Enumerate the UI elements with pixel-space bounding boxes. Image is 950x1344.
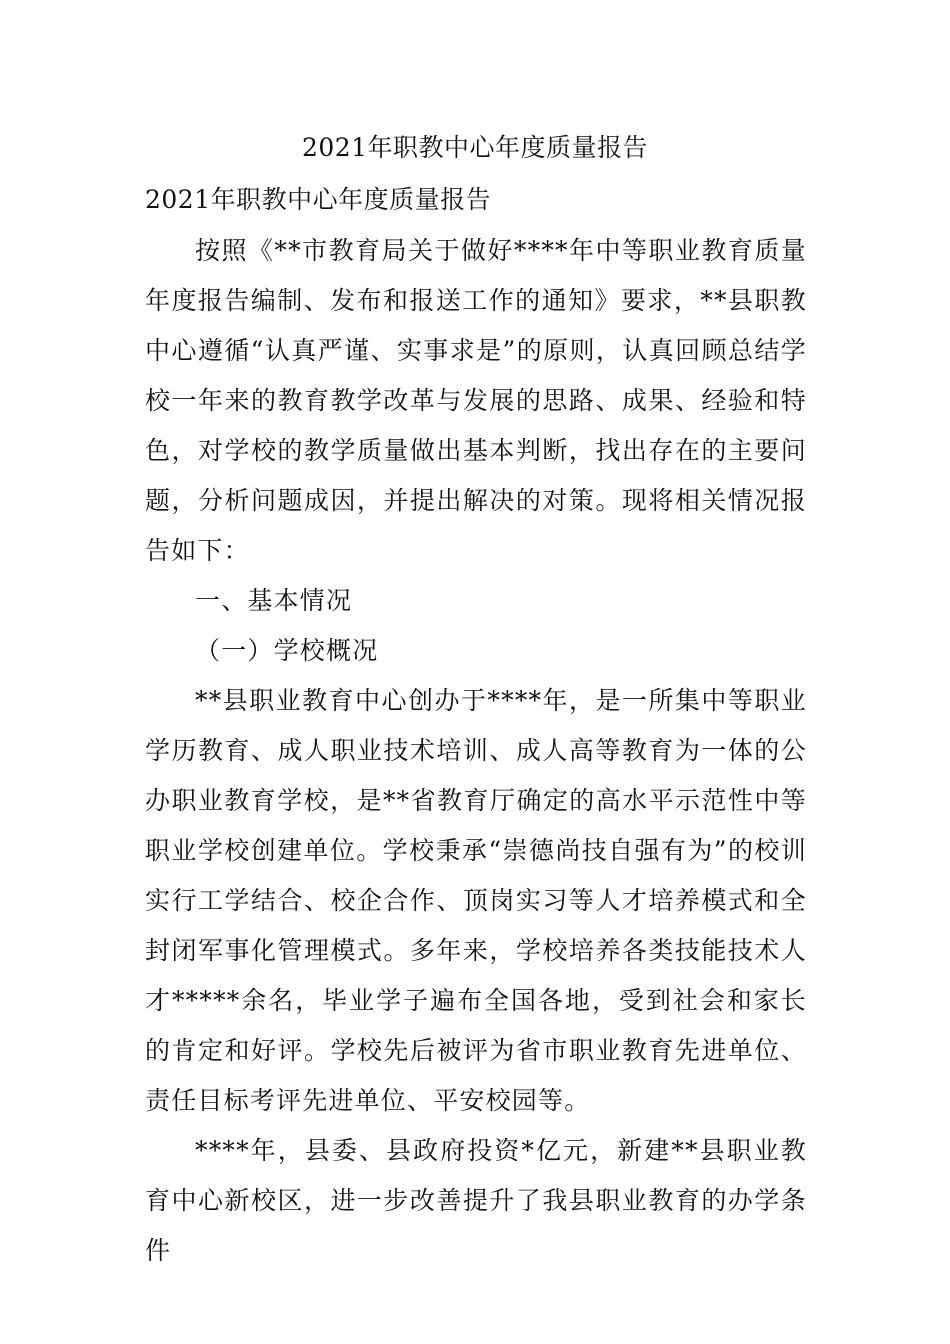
section-heading-basic-info: 一、基本情况	[195, 586, 353, 615]
document-body	[145, 226, 807, 1276]
paragraph-intro: 按照《**市教育局关于做好****年中等职业教育质量年度报告编制、发布和报送工作的通知》要求，**县职教中心遵循“认真严谨、实事求是”的原则，认真回顾总结学校一年来的教育教学改革与发展的思路、成果、经验和特色，对学校的教学质量做出基本判断，找出存在的主要问题，分析问题成因，并提出解决的对策。现将相关情况报告如下：	[145, 236, 807, 565]
document-title: 2021年职教中心年度质量报告	[301, 133, 649, 162]
paragraph-new-campus: ****年，县委、县政府投资*亿元，新建**县职业教育中心新校区，进一步改善提升了我县职业教育的办学条件	[145, 1136, 807, 1265]
subsection-heading-school-overview: （一）学校概况	[195, 636, 379, 665]
paragraph-school-overview: **县职业教育中心创办于****年，是一所集中等职业学历教育、成人职业技术培训、成人高等教育为一体的公办职业教育学校，是**省教育厅确定的高水平示范性中等职业学校创建单位。学校秉承“崇德尚技自强有为”的校训实行工学结合、校企合作、顶岗实习等人才培养模式和全封闭军事化管理模式。多年来，学校培养各类技能技术人才*****余名，毕业学子遍布全国各地，受到社会和家长的肯定和好评。学校先后被评为省市职业教育先进单位、责任目标考评先进单位、平安校园等。	[145, 686, 807, 1115]
document-subtitle: 2021年职教中心年度质量报告	[145, 185, 492, 214]
